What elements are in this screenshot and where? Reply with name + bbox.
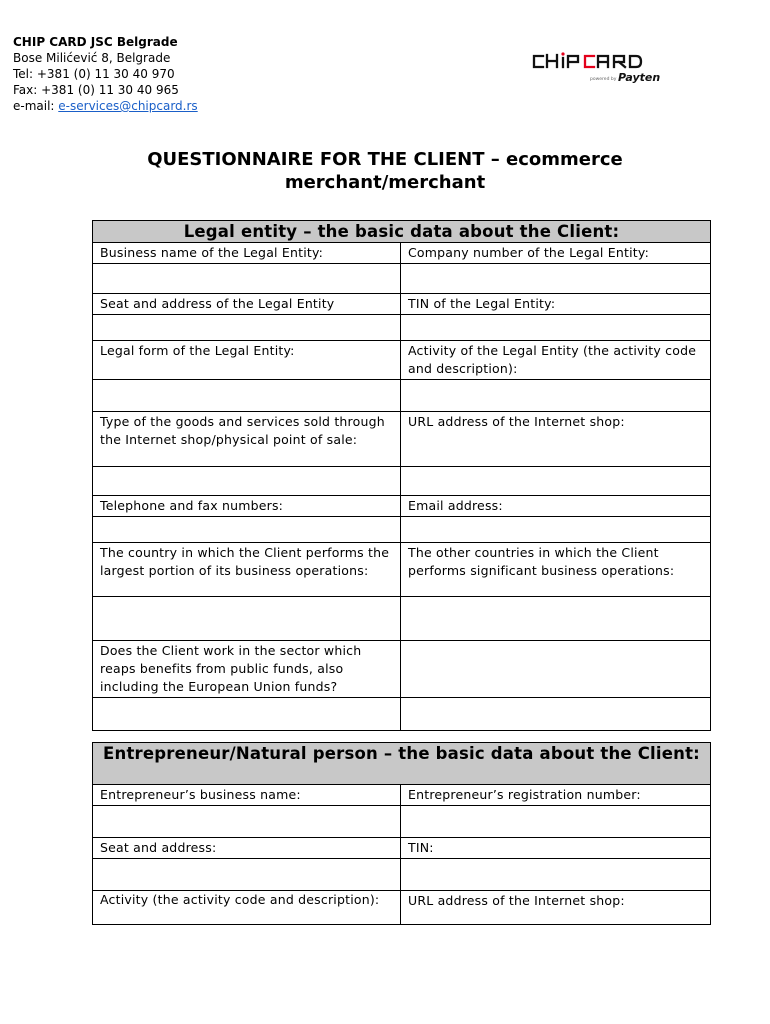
label-other-countries: The other countries in which the Client performs significant business operations: — [401, 543, 711, 597]
field-entrepreneur-name[interactable] — [93, 806, 401, 838]
field-business-name[interactable] — [93, 264, 401, 294]
label-email: Email address: — [401, 496, 711, 517]
field-goods-services[interactable] — [93, 467, 401, 496]
field-public-funds-answer[interactable] — [401, 641, 711, 698]
page-title: QUESTIONNAIRE FOR THE CLIENT – ecommerce merchant/merchant — [147, 149, 623, 193]
company-fax: Fax: +381 (0) 11 30 40 965 — [13, 83, 179, 97]
field-public-funds-extra[interactable] — [93, 698, 401, 731]
legal-entity-heading: Legal entity – the basic data about the Client: — [93, 221, 711, 243]
field-registration-number[interactable] — [401, 806, 711, 838]
label-legal-form: Legal form of the Legal Entity: — [93, 341, 401, 380]
field-url[interactable] — [401, 467, 711, 496]
label-registration-number: Entrepreneur’s registration number: — [401, 785, 711, 806]
email-label: e-mail: — [13, 99, 59, 113]
email-link[interactable]: e-services@chipcard.rs — [58, 99, 198, 113]
label-tin: TIN of the Legal Entity: — [401, 294, 711, 315]
label-phone-fax: Telephone and fax numbers: — [93, 496, 401, 517]
company-email-line — [13, 98, 198, 114]
field-phone-fax[interactable] — [93, 517, 401, 543]
company-tel: Tel: +381 (0) 11 30 40 970 — [13, 67, 175, 81]
field-main-country[interactable] — [93, 597, 401, 641]
entrepreneur-table — [92, 742, 711, 925]
company-name: CHIP CARD JSC Belgrade — [13, 35, 178, 49]
label-business-name: Business name of the Legal Entity: — [93, 243, 401, 264]
label-activity: Activity of the Legal Entity (the activity code and description): — [401, 341, 711, 380]
field-other-countries[interactable] — [401, 597, 711, 641]
label-entrepreneur-tin: TIN: — [401, 838, 711, 859]
label-entrepreneur-name: Entrepreneur’s business name: — [93, 785, 401, 806]
label-entrepreneur-seat: Seat and address: — [93, 838, 401, 859]
label-company-number: Company number of the Legal Entity: — [401, 243, 711, 264]
company-address: Bose Milićević 8, Belgrade — [13, 51, 171, 65]
label-entrepreneur-url: URL address of the Internet shop: — [401, 891, 711, 925]
field-public-funds-extra-2[interactable] — [401, 698, 711, 731]
field-seat-address[interactable] — [93, 315, 401, 341]
svg-text:powered by: powered by — [590, 77, 617, 82]
field-entrepreneur-tin[interactable] — [401, 859, 711, 891]
label-goods-services: Type of the goods and services sold through the Internet shop/physical point of sale: — [93, 412, 401, 467]
label-main-country: The country in which the Client performs the largest portion of its business operations: — [93, 543, 401, 597]
field-legal-form[interactable] — [93, 380, 401, 412]
field-entrepreneur-seat[interactable] — [93, 859, 401, 891]
label-public-funds: Does the Client work in the sector which reaps benefits from public funds, also including the European Union funds? — [93, 641, 401, 698]
label-url: URL address of the Internet shop: — [401, 412, 711, 467]
logo-tagline: Payten — [618, 71, 661, 84]
field-email[interactable] — [401, 517, 711, 543]
company-header — [13, 34, 198, 114]
chipcard-logo — [530, 48, 670, 88]
field-tin[interactable] — [401, 315, 711, 341]
label-seat-address: Seat and address of the Legal Entity — [93, 294, 401, 315]
field-activity[interactable] — [401, 380, 711, 412]
field-company-number[interactable] — [401, 264, 711, 294]
label-entrepreneur-activity: Activity (the activity code and description): — [93, 891, 401, 925]
entrepreneur-heading: Entrepreneur/Natural person – the basic data about the Client: — [93, 743, 711, 785]
legal-entity-table — [92, 220, 711, 731]
